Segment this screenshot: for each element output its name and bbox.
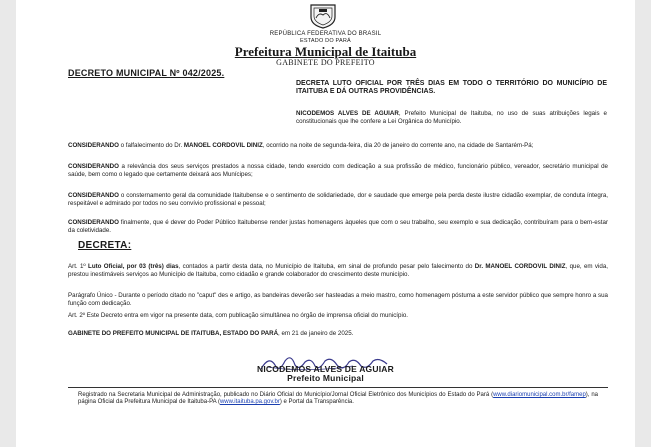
deceased-name: MANOEL CORDOVIL DINIZ (183, 142, 263, 149)
signer-name: NICODEMOS ALVES DE AGUIAR (257, 364, 394, 374)
intro-name: NICODEMOS ALVES DE AGUIAR (296, 110, 399, 117)
considerando-4 (68, 219, 608, 234)
considerando-text: finalmente, que é dever do Poder Público Itaitubense render justas homenagens àqueles que com o seu trabalho, seu exemplo e sua dedicação, contribuíram para o bem-estar da coletividade. (68, 219, 608, 234)
header-republic: REPÚBLICA FEDERATIVA DO BRASIL (269, 31, 382, 37)
footer-divider (68, 387, 608, 388)
footer-text: ) e Portal da Transparência. (279, 399, 354, 406)
closing-date: , em 21 de janeiro de 2025. (278, 330, 354, 337)
header-municipality: Prefeitura Municipal de Itaituba (234, 44, 417, 59)
header-state: ESTADO DO PARÁ (300, 38, 351, 44)
considerando-text: a relevância dos seus serviços prestados a nossa cidade, tendo exercido com dedicação a sua profissão de médico, funcionário público, vereador, secretário municipal de saúde, bem como o legado que certamente deixará aos Munícipes; (68, 163, 608, 178)
article-2: Art. 2º Este Decreto entra em vigor na presente data, com publicação simultânea no órgão de imprensa oficial do município. (68, 312, 409, 319)
considerando-text: , ocorrido na noite de segunda-feira, dia 20 de janeiro do corrente ano, na cidade de Santarém-Pá; (262, 142, 534, 149)
intro-text: , Prefeito Municipal de Itaituba, no uso de suas atribuições legais e constitucionais que lhe confere a Lei Orgânica do Município. (296, 110, 607, 125)
footer-link-diario[interactable]: www.diariomunicipal.com.br/famep (493, 392, 586, 398)
decree-ementa: DECRETA LUTO OFICIAL POR TRÊS DIAS EM TODO O TERRITÓRIO DO MUNICÍPIO DE ITAITUBA E DÁ OUTRAS PROVIDÊNCIAS. (296, 80, 607, 96)
article-1-bold: Luto Oficial, por 03 (três) dias (88, 263, 179, 270)
municipal-seal-icon (305, 3, 341, 29)
header-office: GABINETE DO PREFEITO (276, 58, 375, 67)
considerando-text: o consternamento geral da comunidade Itaitubense e o sentimento de solidariedade, dor e saudade que emerge pela perda deste ilustre cidadão exemplar, de conduta íntegra, respeitável e admirado por todos no seu convívio profissional e pessoal; (68, 192, 608, 207)
article-1-text-end: , que, em vida, prestou inestimáveis serviços ao Município de Itaituba, como cidadão e grande colaborador do crescimento deste município. (68, 263, 609, 278)
considerando-3 (68, 192, 608, 207)
decree-title: DECRETO MUNICIPAL Nº 042/2025. (68, 68, 225, 78)
signer-role: Prefeito Municipal (287, 373, 364, 383)
article-1 (68, 263, 608, 278)
footer-link-prefeitura[interactable]: www.itaituba.pa.gov.br (219, 399, 280, 406)
article-1-name: Dr. MANOEL CORDOVIL DINIZ (474, 263, 566, 270)
footer-text: Registrado na Secretaria Municipal de Administração, publicado no Diário Oficial do Município/Jornal Oficial Eletrônico dos Municípios do Estado do Pará ( (78, 392, 494, 398)
decreta-heading: DECRETA: (78, 240, 132, 251)
footer-text: ), na página Oficial da Prefeitura Municipal de Itaituba-PA ( (78, 392, 598, 406)
considerando-2 (68, 163, 608, 178)
considerando-lead: CONSIDERANDO (68, 219, 119, 226)
footer-note (78, 392, 598, 407)
paragrafo-unico: Parágrafo Único - Durante o período citado no "caput" des e artigo, as bandeiras deverão ser hasteadas a meio mastro, como homenagem póstuma a este servidor público que sempre honro a sua função com dedicação. (68, 292, 608, 307)
considerando-lead: CONSIDERANDO (68, 192, 119, 199)
considerando-lead: CONSIDERANDO (68, 163, 119, 170)
closing-place: GABINETE DO PREFEITO MUNICIPAL DE ITAITUBA, ESTADO DO PARÁ (68, 330, 279, 337)
article-1-number: Art. 1º (68, 263, 89, 270)
article-1-text: , contados a partir desta data, no Município de Itaituba, em sinal de profundo pesar pelo falecimento do (178, 263, 475, 270)
document-page (16, 0, 635, 447)
decree-intro (296, 110, 607, 125)
considerando-1 (68, 142, 608, 150)
considerando-text: o falfalecimento do Dr. (118, 142, 184, 149)
considerando-lead: CONSIDERANDO (68, 142, 119, 149)
closing-line (68, 330, 608, 338)
